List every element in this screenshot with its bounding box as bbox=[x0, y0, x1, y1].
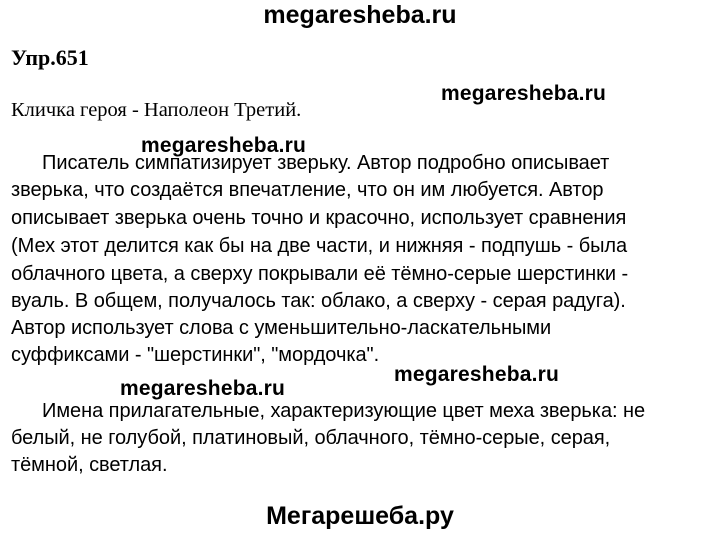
paragraph1-line: описывает зверька очень точно и красочно, использует сравнения bbox=[11, 207, 627, 229]
watermark-lower-left: megaresheba.ru bbox=[120, 377, 286, 400]
paragraph2-line: тёмной, светлая. bbox=[11, 454, 168, 476]
paragraph1-line: (Мех этот делится как бы на две части, и нижняя - подпушь - была bbox=[11, 235, 628, 257]
exercise-title: Упр.651 bbox=[11, 45, 89, 70]
paragraph1-line: зверька, что создаётся впечатление, что он им любуется. Автор bbox=[11, 179, 604, 201]
paragraph1-line: вуаль. В общем, получалось так: облако, а сверху - серая радуга). bbox=[11, 290, 626, 312]
watermark-lower-right: megaresheba.ru bbox=[394, 363, 560, 386]
watermark-mid-right: megaresheba.ru bbox=[441, 82, 607, 105]
paragraph2-line: Имена прилагательные, характеризующие цвет меха зверька: не bbox=[42, 400, 646, 422]
paragraph1-line: Писатель симпатизирует зверьку. Автор подробно описывает bbox=[42, 152, 610, 174]
intro-line: Кличка героя - Наполеон Третий. bbox=[11, 99, 302, 121]
watermark-bottom: Мегарешеба.ру bbox=[266, 502, 454, 530]
paragraph1-line: Автор использует слова с уменьшительно-ласкательными bbox=[11, 317, 552, 339]
watermark-mid-left: megaresheba.ru bbox=[141, 134, 307, 157]
paragraph1-line: суффиксами - "шерстинки", "мордочка". bbox=[11, 344, 380, 366]
watermark-top: megaresheba.ru bbox=[263, 1, 457, 29]
paragraph2-line: белый, не голубой, платиновый, облачного, тёмно-серые, серая, bbox=[11, 427, 611, 449]
paragraph1-line: облачного цвета, а сверху покрывали её тёмно-серые шерстинки - bbox=[11, 263, 629, 285]
